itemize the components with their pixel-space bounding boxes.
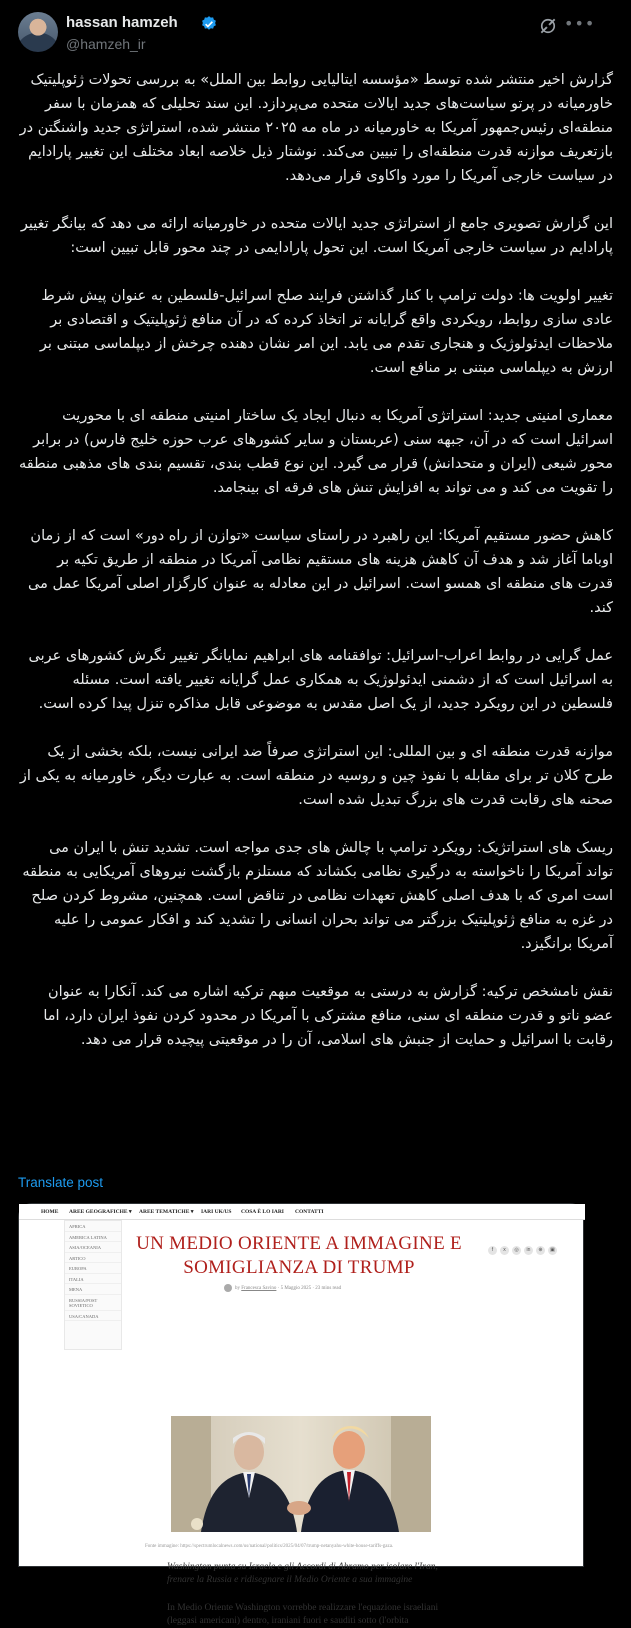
byline-author: Francesca Savino bbox=[241, 1286, 277, 1292]
dropdown-item: USA/CANADA bbox=[65, 1311, 121, 1322]
byline-prefix: by bbox=[235, 1286, 240, 1292]
photo-credit: Fonte immagine: https://spectrumlocalnews.com/us/national/politics/2025/04/07/trump-netanyahu-white-house-tariffs-gaza. bbox=[145, 1544, 394, 1549]
article-byline: by Francesca Savino · 5 Maggio 2025 · 23 mins read bbox=[224, 1284, 404, 1292]
facebook-icon: f bbox=[488, 1246, 497, 1255]
instagram-icon: ◎ bbox=[512, 1246, 521, 1255]
post-text bbox=[18, 68, 613, 1052]
post-paragraph: نقش نامشخص ترکیه: گزارش به درستی به موقعیت مبهم ترکیه اشاره می کند. آنکارا به عنوان عضو ناتو و قدرت منطقه ای سنی، منافع مشترکی با آمریکا در محدود کردن نفوذ ایران دارد، اما رقابت با اسرائیل و حمایت از جنبش های اسلامی، آن را در موقعیتی پیچیده قرار می دهد. bbox=[43, 984, 613, 1048]
dropdown-item: EUROPA bbox=[65, 1263, 121, 1274]
article-text: In Medio Oriente Washington vorrebbe realizzare l'equazione israeliani (leggasi americani) dentro, iraniani fuori e sauditi sotto (l'orbita bbox=[167, 1603, 439, 1626]
byline-date: 5 Maggio 2025 bbox=[280, 1286, 312, 1292]
more-icon[interactable]: ••• bbox=[564, 14, 596, 33]
post-paragraph: این گزارش تصویری جامع از استراتژی جدید ایالات متحده در خاورمیانه ارائه می دهد که بیانگر تغییر پارادایم در سیاست خارجی آمریکا است. این تحول پارادایمی در چند محور قابل تبیین است: bbox=[20, 216, 613, 256]
post-paragraph: عمل گرایی در روابط اعراب-اسرائیل: توافقنامه های ابراهیم نمایانگر تغییر نگرش کشورهای عربی به اسرائیل است که از دشمنی ایدئولوژیک به همکاری عمل گرایانه تغییر یافته است. مسئله فلسطین در این رویکرد جدید، از یک اصل مقدس به موضوعی قابل مذاکره تنزل پیدا کرده است. bbox=[28, 648, 613, 712]
article-lede: Washington punta su Israele e gli Accordi di Abramo per isolare l'Iran, frenare la Russia e ridisegnare il Medio Oriente a sua immagine bbox=[167, 1562, 438, 1585]
author-avatar bbox=[224, 1284, 232, 1292]
nav-item: AREE GEOGRAFICHE ▾ bbox=[69, 1209, 132, 1215]
article-title: UN MEDIO ORIENTE A IMMAGINE E SOMIGLIANZA DI TRUMP bbox=[136, 1233, 462, 1278]
site-nav bbox=[19, 1204, 585, 1220]
dropdown-item: ITALIA bbox=[65, 1274, 121, 1285]
nav-item: IARI UK/US bbox=[201, 1209, 232, 1215]
nav-dropdown bbox=[64, 1220, 122, 1350]
post-header bbox=[18, 12, 618, 56]
post-paragraph: گزارش اخیر منتشر شده توسط «مؤسسه ایتالیایی روابط بین الملل» به بررسی تحولات ژئوپلیتیک خاورمیانه در پرتو سیاست‌های جدید ایالات متحده می‌پردازد. این سند تحلیلی که همزمان با سفر منطقه‌ای رئیس‌جمهور آمریکا به خاورمیانه در ماه مه ۲۰۲۵ منتشر شده، استراتژی جدید واشنگتن در بازتعریف موازنه قدرت منطقه‌ای را تبیین می‌کند. نوشتار ذیل خلاصه ابعاد مختلف این تغییر پارادایم در سیاست خارجی آمریکا را مورد واکاوی قرار می‌دهد. bbox=[19, 72, 613, 184]
dropdown-item: MENA bbox=[65, 1284, 121, 1295]
dropdown-item: RUSSIA/POST SOVIETICO bbox=[65, 1295, 121, 1311]
display-name[interactable]: hassan hamzeh bbox=[66, 14, 178, 31]
post-paragraph: کاهش حضور مستقیم آمریکا: این راهبرد در راستای سیاست «توازن از راه دور» است که از زمان اوباما آغاز شد و هدف آن کاهش هزینه های مستقیم نظامی آمریکا در منطقه از طریق تکیه بر قدرت های منطقه ای همسو است. اسرائیل در این معادله به عنوان کارگزار اصلی آمریکا عمل می کند. bbox=[28, 528, 613, 616]
byline-read-time: 23 mins read bbox=[315, 1286, 342, 1292]
post-paragraph: ریسک های استراتژیک: رویکرد ترامپ با چالش های جدی مواجه است. تشدید تنش با ایران می تواند آمریکا را ناخواسته به درگیری نظامی بکشاند که مستلزم بازگشت نیروهای آمریکایی به منطقه است امری که با هدف اصلی کاهش تعهدات نظامی در تناقض است. همچنین، مشروط کردن صلح در غزه به منافع ژئوپلیتیک بزرگتر می تواند بحران انسانی را تشدید کند و افکار عمومی را علیه آمریکا برانگیزد. bbox=[22, 840, 613, 952]
post-paragraph: موازنه قدرت منطقه ای و بین المللی: این استراتژی صرفاً ضد ایرانی نیست، بلکه بخشی از یک طرح کلان تر برای مقابله با نفوذ چین و روسیه در منطقه است. به عبارت دیگر، خاورمیانه به یکی از صحنه های رقابت قدرت های بزرگ تبدیل شده است. bbox=[19, 744, 613, 808]
post-paragraph: معماری امنیتی جدید: استراتژی آمریکا به دنبال ایجاد یک ساختار امنیتی منطقه ای با محوریت اسرائیل است که در آن، جبهه سنی (عربستان و سایر کشورهای عرب حوزه خلیج فارس) در برابر محور شیعی (ایران و متحدانش) قرار می گیرد. این نوع قطب بندی، تقسیم بندی های مذهبی منطقه را تقویت می کند و می تواند به افزایش تنش های فرقه ای بینجامد. bbox=[19, 408, 613, 496]
nav-item: CONTATTI bbox=[295, 1209, 324, 1215]
grok-icon[interactable] bbox=[538, 16, 558, 36]
nav-item: HOME bbox=[41, 1209, 59, 1215]
feed-icon: ▣ bbox=[548, 1246, 557, 1255]
twitter-icon: x bbox=[500, 1246, 509, 1255]
nav-item: COSA È LO IARI bbox=[241, 1209, 284, 1215]
dropdown-item: ASIA/OCEANIA bbox=[65, 1242, 121, 1253]
post-paragraph: تغییر اولویت ها: دولت ترامپ با کنار گذاشتن فرایند صلح اسرائیل-فلسطین به عنوان پیش شرط عادی سازی روابط، رویکردی واقع گرایانه تر اتخاذ کرده که در آن منافع ژئوپلیتیک و اقتصادی بر ملاحظات ایدئولوژیک و هنجاری تقدم می یابد. این امر نشان دهنده چرخش از دیپلماسی مبتنی بر ارزش به دیپلماسی مبتنی بر منافع است. bbox=[39, 288, 613, 376]
dropdown-item: ARTICO bbox=[65, 1253, 121, 1264]
dropdown-item: AFRICA bbox=[65, 1221, 121, 1232]
globe-icon: ⊕ bbox=[536, 1246, 545, 1255]
translate-post-link[interactable]: Translate post bbox=[18, 1175, 104, 1190]
avatar[interactable] bbox=[18, 12, 58, 52]
nav-item: AREE TEMATICHE ▾ bbox=[139, 1209, 194, 1215]
verified-badge-icon bbox=[200, 15, 218, 33]
article-photo bbox=[171, 1416, 431, 1532]
handle[interactable]: @hamzeh_ir bbox=[66, 36, 146, 52]
social-icons bbox=[488, 1236, 568, 1253]
linkedin-icon: in bbox=[524, 1246, 533, 1255]
media-image[interactable] bbox=[18, 1203, 584, 1626]
dropdown-item: AMERICA LATINA bbox=[65, 1232, 121, 1243]
